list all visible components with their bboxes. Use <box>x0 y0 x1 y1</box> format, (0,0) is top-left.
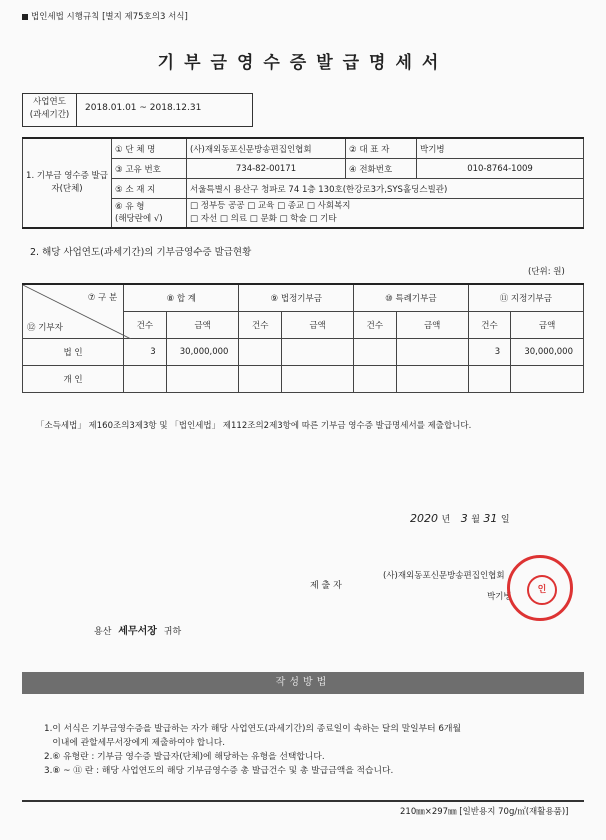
recipient <box>94 622 181 637</box>
period-label-line1: 사업연도 <box>33 97 66 107</box>
type-option-welfare[interactable]: □ 사회복지 <box>306 201 351 211</box>
subheader-amount: 금액 <box>511 312 584 339</box>
date-year-unit: 년 <box>441 515 451 525</box>
section2-title: 2. 해당 사업연도(과세기간)의 기부금영수증 발급현황 <box>30 247 252 258</box>
recipient-name: 세무서장 <box>118 626 157 637</box>
cell <box>239 366 282 393</box>
cell: 30,000,000 <box>511 339 584 366</box>
cell <box>124 366 167 393</box>
header-type: ⑦ 구 분 <box>87 293 118 303</box>
group-designated: ⑪ 지정기부금 <box>468 284 583 312</box>
issuance-table <box>22 283 584 393</box>
group-total: ⑧ 합 계 <box>124 284 239 312</box>
square-bullet-icon <box>22 14 28 20</box>
page-title: 기부금영수증발급명세서 <box>157 53 449 73</box>
type-option-religion[interactable]: □ 종교 <box>277 201 305 211</box>
submitter-rep: 박기병 <box>487 592 512 602</box>
id-value: 734-82-00171 <box>187 159 346 179</box>
table-row-corporate <box>23 339 584 366</box>
issuer-section-label: 1. 기부금 영수증 발급자(단체) <box>23 138 112 228</box>
type-label <box>112 199 187 229</box>
instruction-line: 3.⑧ ~ ⑪ 란 : 해당 사업연도의 해당 기부금영수증 총 발급건수 및 총 발급금액을 적습니다. <box>44 766 394 776</box>
recipient-prefix: 용산 <box>94 627 112 637</box>
rep-value: 박기병 <box>417 138 584 159</box>
subheader-count: 건수 <box>468 312 511 339</box>
cell <box>239 339 282 366</box>
form-reference-text: 법인세법 시행규칙 [별지 제75호의3 서식] <box>31 12 188 22</box>
instruction-line: 2.⑥ 유형란 : 기부금 영수증 발급자(단체)에 해당하는 유형을 선택합니다. <box>44 752 325 762</box>
cell: 3 <box>124 339 167 366</box>
date-month: 3 <box>460 512 468 525</box>
cell <box>166 366 239 393</box>
cell <box>282 366 354 393</box>
official-seal <box>507 555 573 621</box>
type-option-education[interactable]: □ 교육 <box>247 201 275 211</box>
subheader-count: 건수 <box>239 312 282 339</box>
row-label: 법 인 <box>23 339 124 366</box>
issuer-table <box>22 137 584 229</box>
date-day: 31 <box>483 512 498 525</box>
cell: 30,000,000 <box>166 339 239 366</box>
id-label: ③ 고유 번호 <box>112 159 187 179</box>
type-label-line2: (해당란에 √) <box>115 214 163 224</box>
cell <box>396 339 468 366</box>
row-label: 개 인 <box>23 366 124 393</box>
instructions-title: 작성방법 <box>22 672 584 694</box>
date-month-unit: 월 <box>471 515 480 525</box>
name-value: (사)재외동포신문방송편집인협회 <box>187 138 346 159</box>
cell <box>354 366 397 393</box>
paper-spec: 210㎜×297㎜ [일반용지 70g/㎡(재활용품)] <box>400 807 569 817</box>
table-corner-cell <box>23 284 124 339</box>
table-row-individual <box>23 366 584 393</box>
recipient-suffix: 귀하 <box>163 627 182 637</box>
seal-center: 인 <box>527 575 557 605</box>
period-value: 2018.01.01 ~ 2018.12.31 <box>85 103 202 113</box>
subheader-count: 건수 <box>124 312 167 339</box>
type-option-charity[interactable]: □ 자선 <box>190 214 218 224</box>
type-option-other[interactable]: □ 기타 <box>309 214 337 224</box>
instruction-line: 1.이 서식은 기부금영수증을 발급하는 자가 해당 사업연도(과세기간)의 종료일이 속하는 달의 말일부터 6개월 <box>44 724 462 734</box>
submitter-org: (사)재외동포신문방송편집인협회 <box>383 571 505 581</box>
type-label-line1: ⑥ 유 형 <box>115 202 145 212</box>
type-option-culture[interactable]: □ 문화 <box>249 214 277 224</box>
business-period-box <box>22 93 253 127</box>
submission-statement: 「소득세법」 제160조의3제3항 및 「법인세법」 제112조의2제3항에 따른 기부금 영수증 발급명세서를 제출합니다. <box>36 421 472 431</box>
form-reference <box>22 10 188 22</box>
cell: 3 <box>468 339 511 366</box>
date-day-unit: 일 <box>500 515 510 525</box>
cell <box>354 339 397 366</box>
period-label-line2: (과세기간) <box>29 110 70 120</box>
rep-label: ② 대 표 자 <box>346 138 417 159</box>
subheader-amount: 금액 <box>282 312 354 339</box>
type-option-medical[interactable]: □ 의료 <box>219 214 248 224</box>
cell <box>282 339 354 366</box>
cell <box>468 366 511 393</box>
submitter-label: 제 출 자 <box>310 581 342 591</box>
type-option-academic[interactable]: □ 학술 <box>279 214 307 224</box>
submission-date <box>410 512 510 525</box>
phone-value: 010-8764-1009 <box>417 159 584 179</box>
period-label <box>23 94 77 126</box>
subheader-amount: 금액 <box>166 312 239 339</box>
name-label: ① 단 체 명 <box>112 138 187 159</box>
header-donor: ⑫ 기부자 <box>27 323 63 333</box>
unit-label: (단위: 원) <box>528 267 565 277</box>
type-option-public[interactable]: □ 정부등 공공 <box>190 201 245 211</box>
instruction-line: 이내에 관할세무서장에게 제출하여야 합니다. <box>44 738 226 748</box>
instructions-list <box>44 722 461 778</box>
bottom-rule <box>22 800 584 802</box>
date-year: 2020 <box>410 512 438 525</box>
type-options <box>187 199 584 229</box>
group-special: ⑩ 특례기부금 <box>354 284 469 312</box>
subheader-count: 건수 <box>354 312 397 339</box>
cell <box>511 366 584 393</box>
address-value: 서울특별시 용산구 청파로 74 1층 130호(한강로3가,SYS홀딩스빌관) <box>187 179 584 199</box>
phone-label: ④ 전화번호 <box>346 159 417 179</box>
cell <box>396 366 468 393</box>
subheader-amount: 금액 <box>396 312 468 339</box>
group-legal: ⑨ 법정기부금 <box>239 284 354 312</box>
address-label: ⑤ 소 재 지 <box>112 179 187 199</box>
